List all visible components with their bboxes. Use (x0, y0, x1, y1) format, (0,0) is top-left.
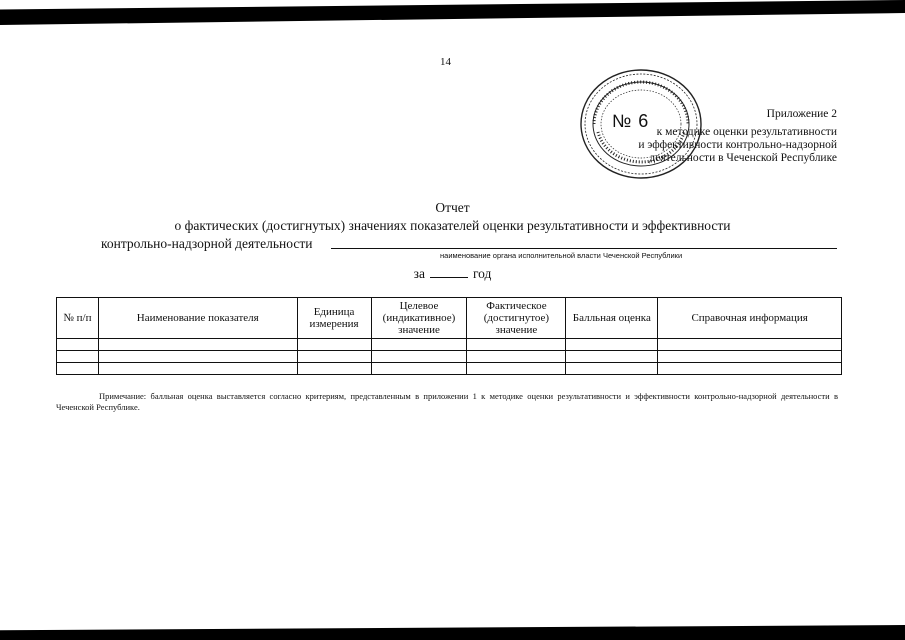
header-cell-unit: Единица измерения (297, 298, 371, 339)
report-table (56, 297, 842, 375)
appendix-title: Приложение 2 (766, 108, 837, 120)
table-header-row (57, 298, 842, 339)
scan-border-top (0, 0, 905, 25)
appendix-line: и эффективности контрольно-надзорной (638, 139, 837, 151)
appendix-block (597, 108, 837, 165)
footnote-text: Примечание: балльная оценка выставляется согласно критериям, представленным в приложении 1 к методике оценки результативности и эффективности контрольно-надзорной деятельности в Чеченской Республике. (56, 391, 838, 412)
table-row (57, 363, 842, 375)
table-cell[interactable] (57, 363, 99, 375)
year-suffix: год (472, 266, 492, 281)
table-row (57, 351, 842, 363)
table-cell[interactable] (467, 339, 566, 351)
report-title: Отчет (435, 200, 470, 215)
table-cell[interactable] (297, 351, 371, 363)
header-cell-number: № п/п (57, 298, 99, 339)
page-number: 14 (440, 56, 451, 68)
table-cell[interactable] (658, 351, 842, 363)
table-cell[interactable] (297, 363, 371, 375)
table-cell[interactable] (98, 363, 297, 375)
table-cell[interactable] (658, 339, 842, 351)
table-cell[interactable] (566, 351, 658, 363)
table-cell[interactable] (297, 339, 371, 351)
header-cell-actual-value: Фактическое (достигнутое) значение (467, 298, 566, 339)
report-subject: о фактических (достигнутых) значениях показателей оценки результативности и эффективности (174, 218, 731, 233)
table-cell[interactable] (467, 351, 566, 363)
header-cell-indicator-name: Наименование показателя (98, 298, 297, 339)
organ-caption: наименование органа исполнительной власти Чеченской Республики (440, 251, 683, 260)
activity-label: контрольно-надзорной деятельности (101, 236, 313, 251)
header-cell-score: Балльная оценка (566, 298, 658, 339)
year-prefix: за (413, 266, 425, 281)
table-cell[interactable] (98, 339, 297, 351)
table-cell[interactable] (566, 363, 658, 375)
table-cell[interactable] (98, 351, 297, 363)
footnote (56, 391, 838, 413)
report-year-line (0, 266, 905, 282)
table-cell[interactable] (658, 363, 842, 375)
header-cell-target-value: Целевое (индикативное) значение (371, 298, 467, 339)
table-cell[interactable] (57, 351, 99, 363)
table-cell[interactable] (566, 339, 658, 351)
header-cell-reference-info: Справочная информация (658, 298, 842, 339)
seal-number: № 6 (612, 111, 650, 131)
appendix-line: к методике оценки результативности (656, 126, 837, 138)
table-cell[interactable] (57, 339, 99, 351)
organ-name-field[interactable] (331, 248, 837, 249)
table-cell[interactable] (371, 351, 467, 363)
scan-border-bottom (0, 625, 905, 640)
table-row (57, 339, 842, 351)
appendix-line: деятельности в Чеченской Республике (649, 152, 837, 164)
table-cell[interactable] (371, 363, 467, 375)
table-cell[interactable] (467, 363, 566, 375)
table-cell[interactable] (371, 339, 467, 351)
year-field[interactable] (430, 277, 468, 278)
